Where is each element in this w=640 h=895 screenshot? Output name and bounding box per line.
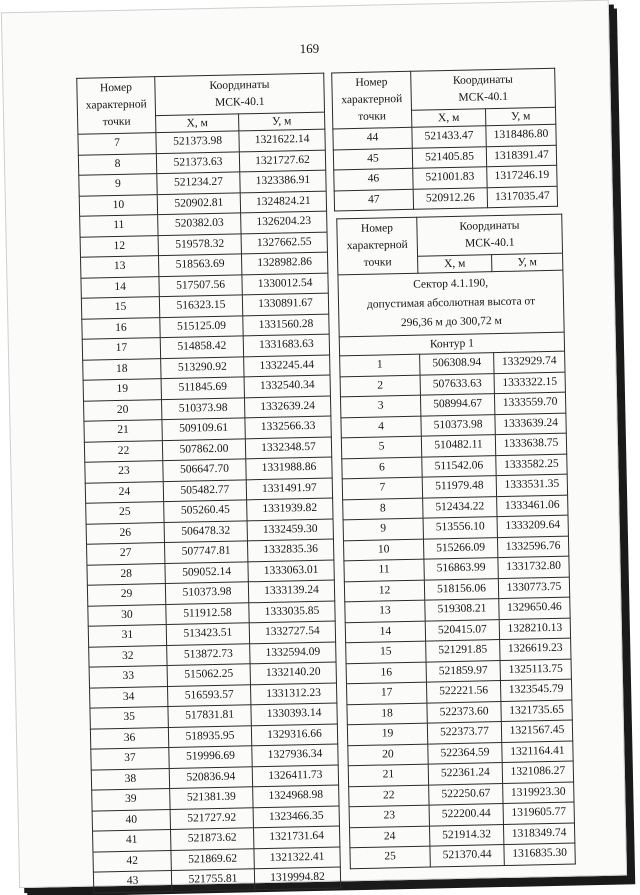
sector-line: 296,36 м до 300,72 м xyxy=(400,314,503,330)
page-number: 169 xyxy=(299,40,320,57)
coordinates-header xyxy=(411,68,556,110)
x-coordinate-cell: 520902.81 xyxy=(157,192,240,214)
sector-line: Сектор 4.1.190, xyxy=(413,277,489,291)
point-number-cell: 15 xyxy=(81,297,159,319)
y-coordinate-cell: 1321322.41 xyxy=(254,846,340,868)
point-number-cell: 16 xyxy=(346,662,426,684)
point-number-cell: 19 xyxy=(83,379,161,401)
point-number-cell: 40 xyxy=(92,809,170,831)
y-coordinate-cell: 1328210.13 xyxy=(499,618,570,640)
point-number-cell: 44 xyxy=(333,127,412,149)
point-number-cell: 33 xyxy=(89,666,167,688)
x-coordinate-cell: 521433.47 xyxy=(412,126,486,148)
header-line: Номер xyxy=(99,81,133,95)
y-coordinate-cell: 1330393.14 xyxy=(251,703,337,725)
y-coordinate-cell: 1326619.23 xyxy=(500,638,571,660)
point-number-cell: 23 xyxy=(85,461,163,483)
y-coordinate-cell: 1321164.41 xyxy=(502,741,573,763)
x-coordinate-cell: 509109.61 xyxy=(162,418,245,440)
y-coordinate-cell: 1333582.25 xyxy=(496,454,567,476)
x-coordinate-cell: 522373.77 xyxy=(427,722,501,744)
y-coordinate-cell: 1318349.74 xyxy=(503,823,574,845)
table-header xyxy=(337,214,565,356)
x-coordinate-cell: 521291.85 xyxy=(426,640,500,662)
x-coordinate-cell: 517507.56 xyxy=(159,274,242,296)
y-coordinate-cell: 1332245.44 xyxy=(244,355,330,377)
point-number-cell: 46 xyxy=(334,168,413,190)
x-coordinate-cell: 518935.95 xyxy=(168,725,251,747)
point-number-cell: 34 xyxy=(90,686,168,708)
x-coordinate-cell: 508994.67 xyxy=(420,394,494,416)
x-coordinate-cell: 511542.06 xyxy=(422,455,496,477)
y-coordinate-cell: 1326411.73 xyxy=(252,764,338,786)
y-coordinate-cell: 1332639.24 xyxy=(244,396,330,418)
point-number-cell: 16 xyxy=(82,317,160,339)
x-coordinate-cell: 513423.51 xyxy=(166,623,249,645)
y-coordinate-cell: 1329316.66 xyxy=(251,723,337,745)
point-number-cell: 20 xyxy=(84,399,162,421)
header-line: Номер xyxy=(360,222,394,235)
x-coordinate-cell: 521370.44 xyxy=(430,845,504,867)
x-coordinate-cell: 516863.99 xyxy=(424,558,498,580)
y-coordinate-cell: 1332727.54 xyxy=(249,621,335,643)
x-coordinate-cell: 510373.98 xyxy=(161,397,244,419)
point-number-cell: 2 xyxy=(340,375,420,397)
y-coordinate-cell: 1323545.79 xyxy=(500,679,571,701)
y-coordinate-cell: 1317035.47 xyxy=(487,186,557,208)
y-coordinate-cell: 1333209.64 xyxy=(497,515,568,537)
y-coordinate-cell: 1321622.14 xyxy=(239,129,325,151)
y-coordinate-cell: 1321567.45 xyxy=(501,720,572,742)
y-coordinate-cell: 1333322.15 xyxy=(494,372,565,394)
sector-line: допустимая абсолютная высота от xyxy=(366,295,536,311)
x-coordinate-cell: 510482.11 xyxy=(421,435,495,457)
y-coordinate-cell: 1332459.30 xyxy=(247,519,333,541)
point-number-cell: 12 xyxy=(80,235,158,257)
header-line: характерной xyxy=(346,238,408,253)
y-coordinate-cell: 1332835.36 xyxy=(247,539,333,561)
table-body xyxy=(333,124,558,211)
y-coordinate-cell: 1331732.80 xyxy=(498,556,569,578)
y-coordinate-cell: 1332348.57 xyxy=(245,437,331,459)
point-number-cell: 31 xyxy=(88,625,166,647)
table-header xyxy=(77,73,325,134)
x-coordinate-cell: 522361.24 xyxy=(428,763,502,785)
sector-caption xyxy=(338,270,564,337)
header-line: МСК-40.1 xyxy=(458,90,509,104)
y-coordinate-cell: 1330773.75 xyxy=(498,577,569,599)
coordinates-table-left xyxy=(76,73,341,894)
point-number-cell: 24 xyxy=(349,826,429,848)
y-coordinate-cell: 1332596.76 xyxy=(497,536,568,558)
point-number-cell: 23 xyxy=(349,805,429,827)
point-number-cell: 36 xyxy=(90,727,168,749)
x-coordinate-cell: 507747.81 xyxy=(164,541,247,563)
header-line: характерной xyxy=(341,92,403,107)
point-number-cell: 12 xyxy=(344,580,424,602)
x-coordinate-cell: 520836.94 xyxy=(169,766,252,788)
point-number-cell: 11 xyxy=(80,215,158,237)
x-coordinate-cell: 514858.42 xyxy=(160,336,243,358)
point-number-cell: 21 xyxy=(84,420,162,442)
point-number-cell: 20 xyxy=(348,744,428,766)
y-coordinate-cell: 1331491.97 xyxy=(246,478,332,500)
y-coordinate-cell: 1331312.23 xyxy=(250,682,336,704)
y-coordinate-cell: 1332566.33 xyxy=(245,416,331,438)
y-coordinate-cell: 1323466.35 xyxy=(253,805,339,827)
point-number-cell: 43 xyxy=(93,870,171,892)
point-number-cell: 9 xyxy=(343,518,423,540)
header-line: Номер xyxy=(355,76,388,89)
x-coordinate-cell: 511845.69 xyxy=(161,377,244,399)
header-line: Координаты xyxy=(459,219,520,233)
y-coordinate-cell: 1333638.75 xyxy=(495,433,566,455)
x-coordinate-cell: 520912.26 xyxy=(413,187,487,209)
y-coordinate-cell: 1331683.63 xyxy=(243,334,329,356)
x-coordinate-cell: 505482.77 xyxy=(163,479,246,501)
y-coordinate-cell: 1327662.55 xyxy=(241,232,327,254)
y-coordinate-cell: 1324968.98 xyxy=(253,785,339,807)
point-number-cell: 26 xyxy=(86,522,164,544)
point-number-cell: 17 xyxy=(82,338,160,360)
table-row xyxy=(334,186,557,211)
y-coordinate-cell: 1323386.91 xyxy=(240,170,326,192)
x-coordinate-cell: 521873.62 xyxy=(171,828,254,850)
point-number-cell: 25 xyxy=(350,846,430,868)
point-number-cell: 8 xyxy=(343,498,423,520)
x-coordinate-cell: 519578.32 xyxy=(158,233,241,255)
y-coordinate-cell: 1325113.75 xyxy=(500,659,571,681)
x-header: Х, м xyxy=(418,255,492,274)
point-number-cell: 14 xyxy=(345,621,425,643)
header-line: МСК-40.1 xyxy=(214,95,265,109)
x-coordinate-cell: 521234.27 xyxy=(157,172,240,194)
x-coordinate-cell: 521869.62 xyxy=(171,848,254,870)
coordinates-table-right-top xyxy=(331,68,558,212)
point-number-cell: 38 xyxy=(91,768,169,790)
header-line: Координаты xyxy=(209,78,270,93)
point-number-header xyxy=(332,71,412,129)
point-number-header xyxy=(337,217,418,275)
point-number-cell: 11 xyxy=(344,559,424,581)
x-coordinate-cell: 515062.25 xyxy=(167,664,250,686)
y-coordinate-cell: 1333461.06 xyxy=(497,495,568,517)
point-number-cell: 18 xyxy=(347,703,427,725)
y-coordinate-cell: 1330012.54 xyxy=(242,273,328,295)
y-coordinate-cell: 1319605.77 xyxy=(503,802,574,824)
point-number-cell: 7 xyxy=(342,477,422,499)
x-coordinate-cell: 510373.98 xyxy=(165,582,248,604)
y-coordinate-cell: 1316835.30 xyxy=(504,843,575,865)
y-coordinate-cell: 1328982.86 xyxy=(241,252,327,274)
x-coordinate-cell: 521381.39 xyxy=(170,787,253,809)
y-coordinate-cell: 1331939.82 xyxy=(247,498,333,520)
point-number-cell: 42 xyxy=(93,850,171,872)
x-coordinate-cell: 522250.67 xyxy=(429,783,503,805)
x-coordinate-cell: 507633.63 xyxy=(420,373,494,395)
x-coordinate-cell: 521001.83 xyxy=(413,167,487,189)
table-body xyxy=(340,351,576,868)
y-coordinate-cell: 1332929.74 xyxy=(494,351,565,373)
y-coordinate-cell: 1319923.30 xyxy=(503,782,574,804)
point-number-cell: 29 xyxy=(87,584,165,606)
table-body xyxy=(78,129,341,893)
x-coordinate-cell: 515266.09 xyxy=(423,537,497,559)
x-coordinate-cell: 507862.00 xyxy=(162,438,245,460)
x-coordinate-cell: 521755.81 xyxy=(171,869,254,891)
point-number-cell: 21 xyxy=(348,764,428,786)
x-coordinate-cell: 506647.70 xyxy=(163,459,246,481)
point-number-cell: 19 xyxy=(347,723,427,745)
point-number-cell: 25 xyxy=(86,502,164,524)
y-coordinate-cell: 1321727.62 xyxy=(239,150,325,172)
point-number-cell: 35 xyxy=(90,707,168,729)
y-coordinate-cell: 1330891.67 xyxy=(242,293,328,315)
y-coordinate-cell: 1332140.20 xyxy=(250,662,336,684)
coordinates-header xyxy=(155,73,325,116)
coordinates-header xyxy=(417,214,563,256)
x-coordinate-cell: 521373.98 xyxy=(156,131,239,153)
header-line: точки xyxy=(102,115,131,129)
x-coordinate-cell: 516593.57 xyxy=(167,684,250,706)
contour-caption: Контур 1 xyxy=(339,332,564,356)
y-coordinate-cell: 1331988.86 xyxy=(246,457,332,479)
x-coordinate-cell: 510373.98 xyxy=(421,414,495,436)
x-header: Х, м xyxy=(156,114,239,133)
point-number-cell: 39 xyxy=(92,789,170,811)
table-row xyxy=(350,843,575,868)
y-coordinate-cell: 1327936.34 xyxy=(252,744,338,766)
x-coordinate-cell: 519308.21 xyxy=(425,599,499,621)
x-coordinate-cell: 518563.69 xyxy=(158,254,241,276)
y-coordinate-cell: 1331560.28 xyxy=(243,314,329,336)
point-number-cell: 47 xyxy=(334,189,413,211)
point-number-cell: 13 xyxy=(80,256,158,278)
y-coordinate-cell: 1332540.34 xyxy=(244,375,330,397)
header-line: МСК-40.1 xyxy=(464,236,515,250)
header-line: характерной xyxy=(85,98,147,112)
x-coordinate-cell: 513872.73 xyxy=(167,643,250,665)
y-coordinate-cell: 1318391.47 xyxy=(486,145,556,167)
x-coordinate-cell: 505260.45 xyxy=(164,500,247,522)
point-number-cell: 10 xyxy=(343,539,423,561)
header-line: точки xyxy=(363,256,392,269)
y-coordinate-cell: 1321735.65 xyxy=(501,700,572,722)
header-line: Координаты xyxy=(452,73,513,87)
y-header: У, м xyxy=(492,253,563,271)
point-number-cell: 22 xyxy=(84,440,162,462)
x-coordinate-cell: 522364.59 xyxy=(428,742,502,764)
point-number-cell: 7 xyxy=(78,133,156,155)
x-coordinate-cell: 520415.07 xyxy=(425,619,499,641)
x-coordinate-cell: 511979.48 xyxy=(422,476,496,498)
point-number-cell: 4 xyxy=(341,416,421,438)
point-number-cell: 1 xyxy=(340,354,420,376)
point-number-cell: 27 xyxy=(87,543,165,565)
x-coordinate-cell: 522221.56 xyxy=(426,681,500,703)
point-number-cell: 45 xyxy=(333,148,412,170)
x-coordinate-cell: 513556.10 xyxy=(423,517,497,539)
y-coordinate-cell: 1333063.01 xyxy=(248,560,334,582)
point-number-cell: 28 xyxy=(87,563,165,585)
point-number-cell: 5 xyxy=(341,436,421,458)
point-number-cell: 41 xyxy=(93,830,171,852)
point-number-cell: 6 xyxy=(342,457,422,479)
point-number-cell: 3 xyxy=(340,395,420,417)
point-number-cell: 24 xyxy=(85,481,163,503)
x-coordinate-cell: 506478.32 xyxy=(164,520,247,542)
point-number-cell: 13 xyxy=(345,600,425,622)
y-coordinate-cell: 1333531.35 xyxy=(496,474,567,496)
x-coordinate-cell: 521859.97 xyxy=(426,660,500,682)
x-coordinate-cell: 509052.14 xyxy=(165,561,248,583)
x-coordinate-cell: 521405.85 xyxy=(412,146,486,168)
y-coordinate-cell: 1326204.23 xyxy=(241,211,327,233)
point-number-header xyxy=(77,77,156,135)
point-number-cell: 17 xyxy=(346,682,426,704)
point-number-cell: 8 xyxy=(78,153,156,175)
point-number-cell: 37 xyxy=(91,748,169,770)
x-coordinate-cell: 521914.32 xyxy=(429,824,503,846)
y-coordinate-cell: 1333639.24 xyxy=(495,413,566,435)
x-coordinate-cell: 516323.15 xyxy=(159,295,242,317)
x-header: Х, м xyxy=(411,109,485,128)
x-coordinate-cell: 512434.22 xyxy=(423,496,497,518)
y-coordinate-cell: 1321731.64 xyxy=(253,826,339,848)
x-coordinate-cell: 518156.06 xyxy=(424,578,498,600)
y-header: У, м xyxy=(239,112,325,131)
header-line: точки xyxy=(358,110,387,123)
point-number-cell: 18 xyxy=(83,358,161,380)
point-number-cell: 32 xyxy=(89,645,167,667)
y-coordinate-cell: 1324824.21 xyxy=(240,191,326,213)
y-coordinate-cell: 1333035.85 xyxy=(249,601,335,623)
y-coordinate-cell: 1329650.46 xyxy=(499,597,570,619)
document-page xyxy=(1,0,627,888)
y-coordinate-cell: 1333559.70 xyxy=(494,392,565,414)
table-header xyxy=(332,68,556,129)
y-coordinate-cell: 1332594.09 xyxy=(250,642,336,664)
x-coordinate-cell: 513290.92 xyxy=(161,356,244,378)
x-coordinate-cell: 515125.09 xyxy=(160,315,243,337)
x-coordinate-cell: 522373.60 xyxy=(427,701,501,723)
point-number-cell: 14 xyxy=(81,276,159,298)
y-coordinate-cell: 1333139.24 xyxy=(248,580,334,602)
x-coordinate-cell: 517831.81 xyxy=(168,705,251,727)
x-coordinate-cell: 506308.94 xyxy=(420,353,494,375)
point-number-cell: 30 xyxy=(88,604,166,626)
y-header: У, м xyxy=(485,107,555,125)
x-coordinate-cell: 521727.92 xyxy=(170,807,253,829)
y-coordinate-cell: 1317246.19 xyxy=(487,165,557,187)
point-number-cell: 22 xyxy=(349,785,429,807)
point-number-cell: 10 xyxy=(79,194,157,216)
x-coordinate-cell: 519996.69 xyxy=(169,746,252,768)
x-coordinate-cell: 522200.44 xyxy=(429,804,503,826)
point-number-cell: 15 xyxy=(346,641,426,663)
coordinates-table-right-bottom xyxy=(336,214,576,869)
y-coordinate-cell: 1321086.27 xyxy=(502,761,573,783)
point-number-cell: 9 xyxy=(79,174,157,196)
y-coordinate-cell: 1319994.82 xyxy=(254,867,340,889)
x-coordinate-cell: 521373.63 xyxy=(156,151,239,173)
x-coordinate-cell: 520382.03 xyxy=(158,213,241,235)
y-coordinate-cell: 1318486.80 xyxy=(486,124,556,146)
x-coordinate-cell: 511912.58 xyxy=(166,602,249,624)
